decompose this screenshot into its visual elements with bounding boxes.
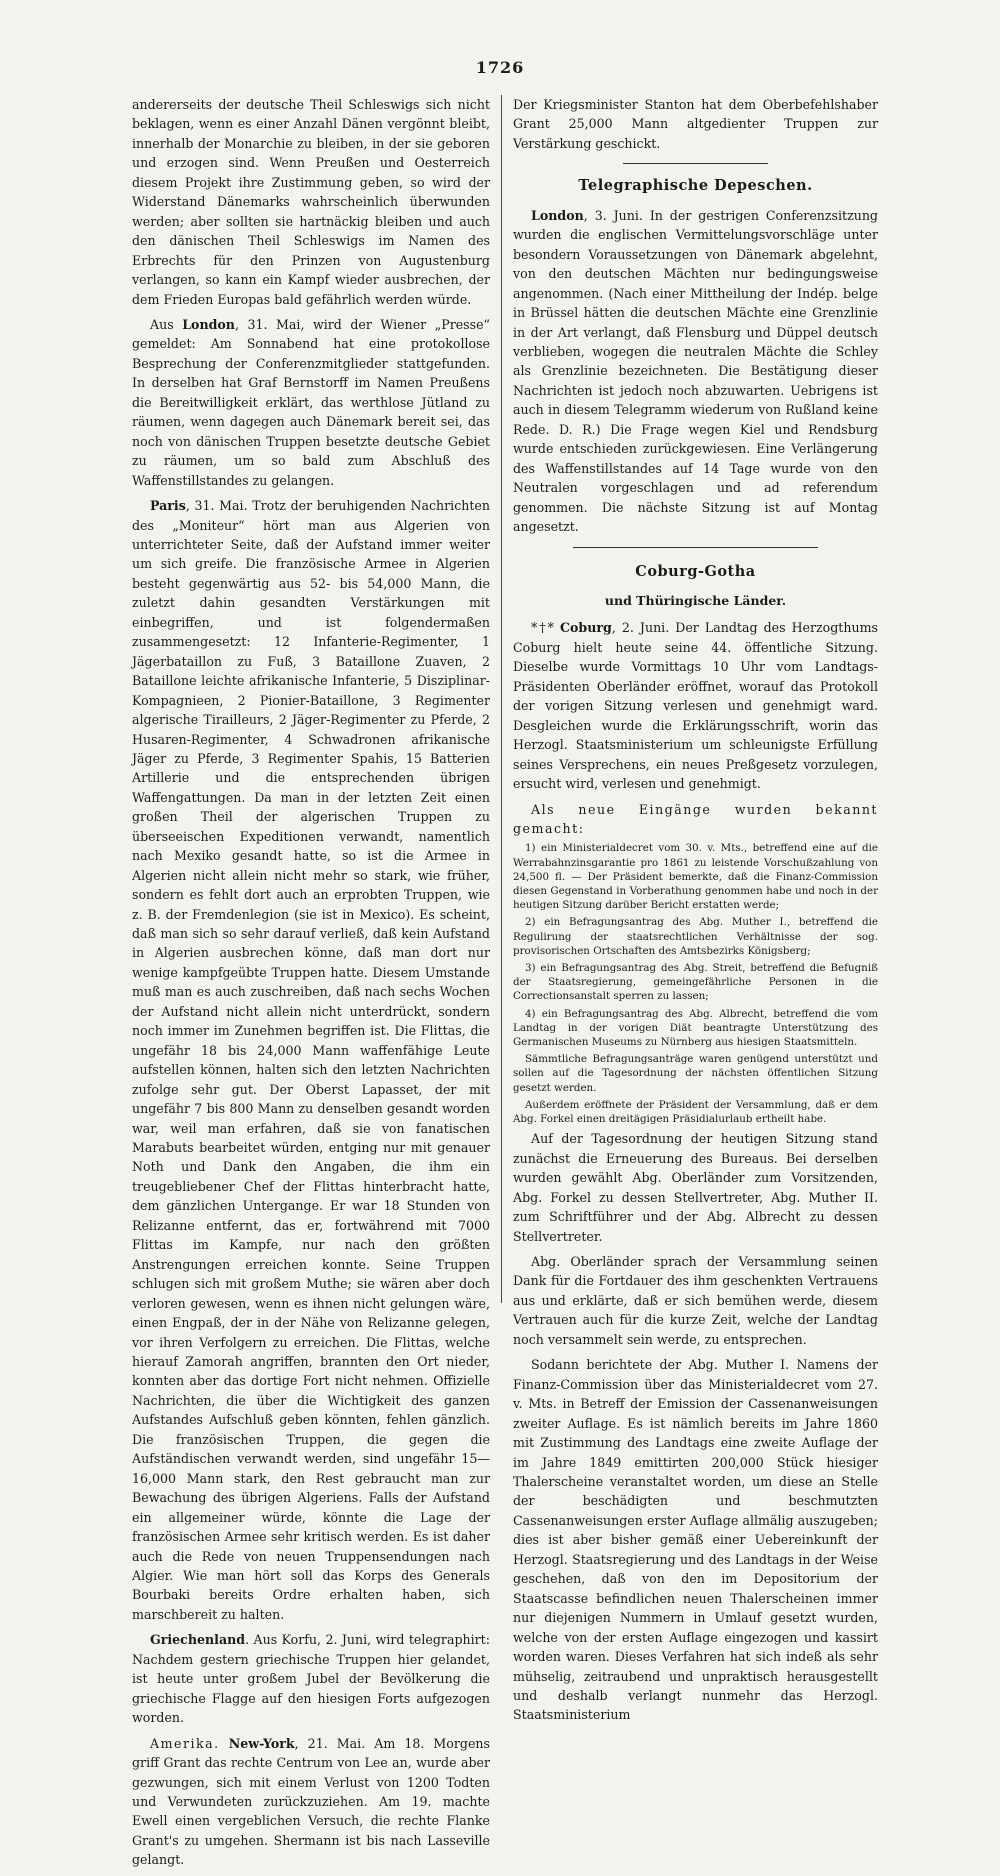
article-paragraph: Abg. Oberländer sprach der Versammlung seinen Dank für die Fortdauer des ihm geschenkten Vertrauens aus und erklärte, daß er sich bemühen werde, diesem Vertrauen auch für die kurze Zeit, welche der Landtag noch versammelt sein werde, zu entsprechen.	[513, 1253, 878, 1347]
section-country: Amerika.	[150, 1735, 220, 1751]
left-column	[132, 95, 490, 1876]
article-paragraph: andererseits der deutsche Theil Schleswigs sich nicht beklagen, wenn es einer Anzahl Dänen vergönnt bleibt, innerhalb der Monarchie zu bleiben, in der sie geboren und erzogen sind. Wenn Preußen und Oesterreich diesem Projekt ihre Zustimmung geben, so wird der Widerstand Dänemarks wahrscheinlich überwunden werden; aber sollten sie hartnäckig bleiben und auch den dänischen Theil Schleswigs im Namen des Erbrechts für den Prinzen von Augustenburg verlangen, so kann ein Kampf wieder ausbrechen, der dem Frieden Europas bald gefährlich werden würde.	[132, 97, 490, 307]
list-intro: Als neue Eingänge wurden bekannt gemacht:	[513, 801, 878, 836]
article-text: , 2. Juni. Der Landtag des Herzogthums Coburg hielt heute seine 44. öffentliche Sitzung. Dieselbe wurde Vormittags 10 Uhr vom Landtags-Präsidenten Oberländer eröffnet, worauf das Protokoll der vorigen Sitzung verlesen und genehmigt ward. Desgleichen wurde die Erklärungsschrift, worin das Herzogl. Staatsministerium um schleunigste Erfüllung seines Versprechens, ein neues Preßgesetz vorzulegen, ersucht wird, verlesen und genehmigt.	[513, 620, 878, 792]
dateline-place: Paris	[150, 498, 186, 514]
article-text: , 21. Mai. Am 18. Morgens griff Grant das rechte Centrum von Lee an, wurde aber gezwungen, sich mit einem Verlust von 1200 Todten und Verwundeten zurückzuziehen. Am 19. machte Ewell einen vergeblichen Versuch, die rechte Flanke Grant's zu umgehen. Shermann ist bis nach Lasseville gelangt.	[132, 1735, 490, 1868]
dateline-place: London	[531, 207, 584, 223]
article-london	[132, 315, 490, 490]
article-text: , 31. Mai, wird der Wiener „Presse“ gemeldet: Am Sonnabend hat eine protokollose Besprechung der Conferenzmitglieder stattgefunden. In derselben hat Graf Bernstorff im Namen Preußens die Bereitwilligkeit erklärt, das werthlose Jütland zu räumen, wenn dagegen auch Dänemark bereit sei, das noch von dänischen Truppen besetzte deutsche Gebiet zu räumen, um so bald zum Abschluß des Waffenstillstandes zu gelangen.	[132, 316, 490, 488]
column-divider	[501, 95, 502, 1303]
dateline-place: London	[182, 316, 235, 332]
telegraph-heading: Telegraphische Depeschen.	[578, 177, 813, 195]
list-item: Sämmtliche Befragungsanträge waren genügend unterstützt und sollen auf die Tagesordnung der nächsten öffentlichen Sitzung gesetzt werden.	[513, 1053, 878, 1094]
article-text: . Aus Korfu, 2. Juni, wird telegraphirt: Nachdem gestern griechische Truppen hier gelandet, ist heute unter großem Jubel der Bevölkerung die griechische Flagge auf den hiesigen Forts aufgezogen worden.	[132, 1632, 490, 1726]
article-paragraph: Auf der Tagesordnung der heutigen Sitzung stand zunächst die Erneuerung des Bureaus. Bei derselben wurden gewählt Abg. Oberländer zum Vorsitzenden, Abg. Forkel zu dessen Stellvertreter, Abg. Muther II. zum Schriftführer und der Abg. Albrecht zu dessen Stellvertreter.	[513, 1131, 878, 1244]
list-item: Außerdem eröffnete der Präsident der Versammlung, daß er dem Abg. Forkel einen dreitägigen Präsidialurlaub ertheilt habe.	[513, 1098, 878, 1126]
article-text: , 3. Juni. In der gestrigen Conferenzsitzung wurden die englischen Vermittelungsvorschläge unter besondern Voraussetzungen von Dänemark abgelehnt, von den deutschen Mächten nur bedingungsweise angenommen. (Nach einer Mittheilung der Indép. belge in Brüssel hätten die deutschen Mächte eine Grenzlinie in der Art verlangt, daß Flensburg und Düppel deutsch verblieben, wogegen die neutralen Mächte die Schley als Grenzlinie bezeichneten. Die Bestätigung dieser Nachrichten ist jedoch noch abzuwarten. Uebrigens ist auch in diesem Telegramm wiederum von Rußland keine Rede. D. R.) Die Frage wegen Kiel und Rendsburg wurde entschieden zurückgewiesen. Eine Verlängerung des Waffenstillstandes auf 14 Tage wurde von den Neutralen vorgeschlagen und ad referendum genommen. Die nächste Sitzung ist auf Montag angesetzt.	[513, 207, 878, 535]
article-paragraph: Sodann berichtete der Abg. Muther I. Namens der Finanz-Commission über das Ministerialdecret vom 27. v. Mts. in Betreff der Emission der Cassenanweisungen zweiter Auflage. Es ist nämlich bereits im Jahre 1860 mit Zustimmung des Landtags eine zweite Auflage der im Jahre 1849 emittirten 200,000 Stück hiesiger Thalerscheine veranstaltet worden, um diese an Stelle der beschädigten und beschmutzten Cassenanweisungen erster Auflage allmälig auszugeben; dies ist aber bisher gemäß einer Uebereinkunft der Herzogl. Staatsregierung und des Landtags in der Weise geschehen, daß von den im Depositorium der Staatscasse befindlichen neuen Thalerscheinen immer nur diejenigen Nummern in Umlauf gesetzt wurden, welche von der ersten Auflage eingezogen und kassirt worden waren. Dieses Verfahren hat sich indeß als sehr mühselig, zeitraubend und unpraktisch herausgestellt und deshalb verlangt nunmehr das Herzogl. Staatsministerium	[513, 1357, 878, 1723]
author-mark: *†*	[531, 620, 560, 636]
article-america	[132, 1734, 490, 1870]
page-number: 1726	[475, 58, 525, 77]
article-telegraph-london	[513, 206, 878, 537]
article-greece	[132, 1630, 490, 1727]
article-coburg	[513, 618, 878, 793]
section-rule	[623, 163, 768, 164]
list-item: 4) ein Befragungsantrag des Abg. Albrecht, betreffend die vom Landtag in der vorigen Diät beantragte Unterstützung des Germanischen Museums zu Nürnberg aus hiesigen Staatsmitteln.	[513, 1007, 878, 1049]
list-item: 3) ein Befragungsantrag des Abg. Streit, betreffend die Befugniß der Staatsregierung, gemeingefährliche Personen in die Correctionsanstalt sperren zu lassen;	[513, 962, 878, 1003]
list-item: 1) ein Ministerialdecret vom 30. v. Mts., betreffend eine auf die Werrabahnzinsgarantie pro 1861 zu leistende Vorschußzahlung von 24,500 fl. — Der Präsident bemerkte, daß die Finanz-Commission diesen Gegenstand in Vorberathung genommen habe und noch in der heutigen Sitzung darüber Bericht erstatten werde;	[513, 842, 878, 912]
article-text: , 31. Mai. Trotz der beruhigenden Nachrichten des „Moniteur“ hört man aus Algerien von unterrichteter Seite, daß der Aufstand immer weiter um sich greife. Die französische Armee in Algerien besteht gegenwärtig aus 52- bis 54,000 Mann, die zuletzt dahin gesandten Verstärkungen mit einbegriffen, und ist folgendermaßen zusammengesetzt: 12 Infanterie-Regimenter, 1 Jägerbataillon zu Fuß, 3 Bataillone Zuaven, 2 Bataillone leichte afrikanische Infanterie, 5 Disziplinar-Kompagnieen, 2 Pionier-Bataillone, 3 Regimenter algerische Tirailleurs, 2 Jäger-Regimenter zu Pferde, 2 Husaren-Regimenter, 4 Schwadronen afrikanische Jäger zu Pferde, 3 Regimenter Spahis, 15 Batterien Artillerie und die entsprechenden übrigen Waffengattungen. Da man in der letzten Zeit einen großen Theil der algerischen Truppen zu überseeischen Expeditionen verwandt, namentlich nach Mexiko gesandt hatte, so ist die Armee in Algerien nicht allein nicht mehr so stark, wie früher, sondern es fehlt dort auch an erprobten Truppen, wie z. B. der Fremdenlegion (sie ist in Mexico). Es scheint, daß man sich so sehr darauf verließ, daß kein Aufstand in Algerien ausbrechen könne, daß man dort nur wenige kampfgeübte Truppen hatte. Diesem Umstande muß man es auch zuschreiben, daß nach sechs Wochen der Aufstand nicht allein nicht unterdrückt, sondern noch immer im Zunehmen begriffen ist. Die Flittas, die ungefähr 18 bis 24,000 Mann waffenfähige Leute aufstellen können, halten sich den letzten Nachrichten zufolge sehr gut. Der Oberst Lapasset, der mit ungefähr 7 bis 800 Mann zu denselben gesandt worden war, weil man erfahren, daß sie von fanatischen Marabuts bearbeitet würden, entging nur mit genauer Noth und Dank den Angaben, die ihm ein treugebliebener Chef der Flittas hinterbracht hatte, dem gänzlichen Untergange. Er war 18 Stunden von Relizanne entfernt, das er, fortwährend mit 7000 Flittas im Kampfe, nur nach den größten Anstrengungen erreichen konnte. Seine Truppen schlugen sich mit großem Muthe; sie wären aber doch verloren gewesen, wenn es ihnen nicht gelungen wäre, einen Engpaß, der in der Nähe von Relizanne gelegen, vor ihren Verfolgern zu erreichen. Die Flittas, welche hierauf Zamorah angriffen, brannten den Ort nieder, konnten aber das dortige Fort nicht nehmen. Offizielle Nachrichten, die über die Wichtigkeit des ganzen Aufstandes Aufschluß geben könnten, fehlen gänzlich. Die französischen Truppen, die gegen die Aufständischen verwandt werden, sind ungefähr 15—16,000 Mann stark, den Rest gebraucht man zur Bewachung des übrigen Algeriens. Falls der Aufstand ein allgemeiner würde, könnte die Lage der französischen Armee sehr kritisch werden. Es ist daher auch die Rede von neuen Truppensendungen nach Algier. Wie man hört soll das Korps des Generals Bourbaki bereits Ordre erhalten haben, sich marschbereit zu halten.	[132, 498, 490, 1622]
dateline-place: Griechenland	[150, 1632, 246, 1648]
coburg-heading: Coburg-Gotha	[635, 562, 756, 580]
list-item: 2) ein Befragungsantrag des Abg. Muther I., betreffend die Regulirung der staatsrechtlichen Verhältnisse der sog. provisorischen Ortschaften des Amtsbezirks Königsberg;	[513, 916, 878, 957]
dateline-place: New-York	[228, 1735, 295, 1751]
article-lead: Aus	[150, 316, 183, 332]
dateline-place: Coburg	[560, 620, 612, 636]
coburg-subheading: und Thüringische Länder.	[604, 592, 787, 608]
right-column	[513, 95, 878, 1731]
article-paris	[132, 496, 490, 1624]
article-paragraph: Der Kriegsminister Stanton hat dem Oberbefehlshaber Grant 25,000 Mann altgedienter Truppen zur Verstärkung geschickt.	[513, 97, 878, 151]
section-rule	[573, 547, 818, 548]
